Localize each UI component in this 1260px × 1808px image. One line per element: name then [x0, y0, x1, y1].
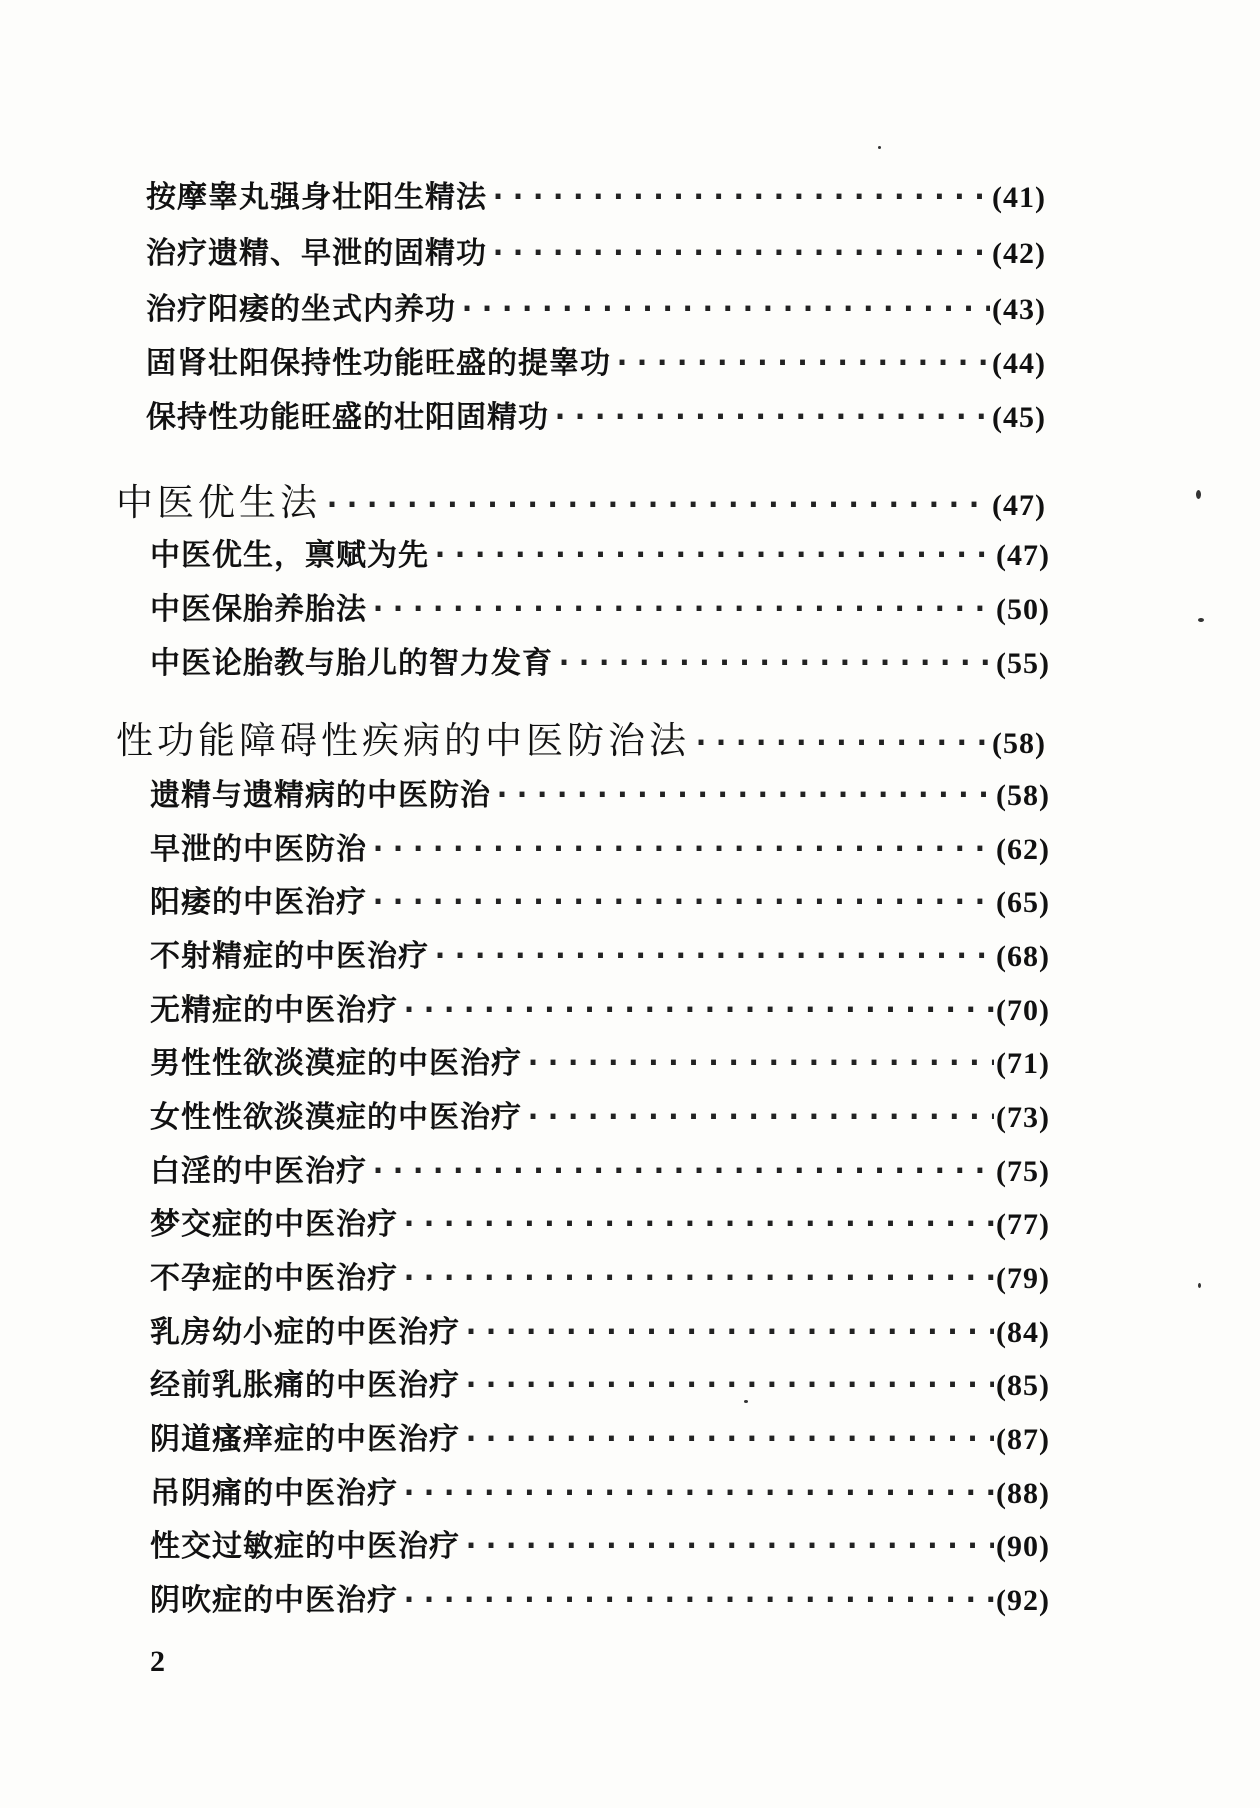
toc-entry-title: 不孕症的中医治疗 [150, 1261, 398, 1296]
toc-entry-title: 保持性功能旺盛的壮阳固精功 [146, 400, 549, 435]
dot-leader [458, 292, 990, 327]
toc-entry-title: 阴道瘙痒症的中医治疗 [150, 1422, 460, 1457]
toc-entry[interactable] [150, 931, 1050, 975]
toc-entry[interactable] [150, 1199, 1050, 1243]
toc-entry[interactable] [150, 1038, 1050, 1082]
dot-leader [431, 939, 994, 974]
toc-entry[interactable] [150, 1092, 1050, 1136]
toc-entry-page: (70) [996, 994, 1050, 1027]
toc-entry-title: 阴吹症的中医治疗 [150, 1583, 398, 1618]
dot-leader [400, 993, 994, 1028]
toc-section-heading[interactable] [116, 710, 1046, 764]
toc-entry-title: 性交过敏症的中医治疗 [150, 1529, 460, 1564]
toc-entry-title: 吊阴痛的中医治疗 [150, 1476, 398, 1511]
scan-speck [878, 146, 881, 149]
toc-entry[interactable] [150, 638, 1050, 682]
toc-entry[interactable] [150, 770, 1050, 814]
toc-entry-page: (42) [992, 237, 1046, 270]
toc-entry-title: 固肾壮阳保持性功能旺盛的提睾功 [146, 346, 611, 381]
toc-entry-page: (68) [996, 940, 1050, 973]
dot-leader [400, 1476, 994, 1511]
scan-speck [1198, 618, 1204, 622]
toc-entry-page: (85) [996, 1369, 1050, 1402]
toc-entry-title: 女性性欲淡漠症的中医治疗 [150, 1100, 522, 1135]
toc-entry-title: 不射精症的中医治疗 [150, 939, 429, 974]
toc-entry[interactable] [150, 1575, 1050, 1619]
dot-leader [692, 726, 990, 761]
toc-entry-page: (71) [996, 1047, 1050, 1080]
toc-entry[interactable] [146, 172, 1046, 216]
toc-entry-title: 白淫的中医治疗 [150, 1154, 367, 1189]
dot-leader [323, 488, 990, 523]
toc-entry-page: (75) [996, 1155, 1050, 1188]
dot-leader [369, 885, 994, 920]
toc-entry-title: 治疗阳痿的坐式内养功 [146, 292, 456, 327]
dot-leader [524, 1100, 994, 1135]
toc-entry-page: (45) [992, 401, 1046, 434]
toc-entry-page: (55) [996, 647, 1050, 680]
toc-entry-page: (77) [996, 1208, 1050, 1241]
toc-entry-title: 乳房幼小症的中医治疗 [150, 1315, 460, 1350]
toc-section-page: (47) [992, 489, 1046, 522]
toc-entry[interactable] [150, 824, 1050, 868]
toc-entry-page: (73) [996, 1101, 1050, 1134]
toc-entry[interactable] [150, 1521, 1050, 1565]
dot-leader [400, 1207, 994, 1242]
toc-entry-title: 中医论胎教与胎儿的智力发育 [150, 646, 553, 681]
toc-entry-page: (87) [996, 1423, 1050, 1456]
toc-entry-page: (50) [996, 593, 1050, 626]
dot-leader [493, 778, 994, 813]
page-number: 2 [150, 1645, 165, 1678]
scan-speck [1196, 490, 1201, 499]
toc-entry-page: (79) [996, 1262, 1050, 1295]
toc-entry[interactable] [150, 1360, 1050, 1404]
toc-entry-page: (43) [992, 293, 1046, 326]
dot-leader [400, 1583, 994, 1618]
toc-entry[interactable] [150, 1146, 1050, 1190]
scan-speck [1198, 1283, 1201, 1288]
toc-entry[interactable] [150, 584, 1050, 628]
toc-entry-page: (47) [996, 539, 1050, 572]
toc-entry-title: 早泄的中医防治 [150, 832, 367, 867]
toc-entry-page: (41) [992, 181, 1046, 214]
toc-entry-page: (62) [996, 833, 1050, 866]
toc-entry[interactable] [150, 530, 1050, 574]
toc-entry[interactable] [150, 1414, 1050, 1458]
toc-section-title: 中医优生法 [116, 481, 321, 524]
toc-entry-title: 治疗遗精、早泄的固精功 [146, 236, 487, 271]
dot-leader [431, 538, 994, 573]
toc-entry[interactable] [146, 392, 1046, 436]
toc-entry[interactable] [146, 228, 1046, 272]
toc-entry[interactable] [150, 1253, 1050, 1297]
toc-entry[interactable] [146, 284, 1046, 328]
toc-entry[interactable] [150, 1468, 1050, 1512]
toc-entry[interactable] [150, 985, 1050, 1029]
toc-entry-title: 经前乳胀痛的中医治疗 [150, 1368, 460, 1403]
dot-leader [369, 1154, 994, 1189]
toc-entry-title: 按摩睾丸强身壮阳生精法 [146, 180, 487, 215]
toc-entry-page: (92) [996, 1584, 1050, 1617]
toc-entry-page: (65) [996, 886, 1050, 919]
toc-entry-page: (90) [996, 1530, 1050, 1563]
toc-entry-title: 无精症的中医治疗 [150, 993, 398, 1028]
toc-entry-title: 中医优生，禀赋为先 [150, 538, 429, 573]
toc-entry-page: (58) [996, 779, 1050, 812]
dot-leader [369, 592, 994, 627]
dot-leader [524, 1046, 994, 1081]
scan-speck [744, 1400, 748, 1403]
toc-entry-page: (88) [996, 1477, 1050, 1510]
toc-entry[interactable] [150, 877, 1050, 921]
toc-section-heading[interactable] [116, 472, 1046, 526]
dot-leader [489, 180, 990, 215]
dot-leader [551, 400, 990, 435]
dot-leader [462, 1368, 994, 1403]
toc-entry-page: (84) [996, 1316, 1050, 1349]
dot-leader [369, 832, 994, 867]
toc-entry-title: 遗精与遗精病的中医防治 [150, 778, 491, 813]
toc-entry-title: 男性性欲淡漠症的中医治疗 [150, 1046, 522, 1081]
toc-section-title: 性功能障碍性疾病的中医防治法 [116, 719, 690, 762]
dot-leader [462, 1315, 994, 1350]
toc-entry-page: (44) [992, 347, 1046, 380]
toc-entry[interactable] [150, 1307, 1050, 1351]
dot-leader [613, 346, 990, 381]
toc-section-page: (58) [992, 727, 1046, 760]
dot-leader [462, 1529, 994, 1564]
dot-leader [462, 1422, 994, 1457]
dot-leader [400, 1261, 994, 1296]
dot-leader [555, 646, 994, 681]
toc-entry-title: 中医保胎养胎法 [150, 592, 367, 627]
toc-entry-title: 梦交症的中医治疗 [150, 1207, 398, 1242]
toc-entry[interactable] [146, 338, 1046, 382]
dot-leader [489, 236, 990, 271]
toc-entry-title: 阳痿的中医治疗 [150, 885, 367, 920]
